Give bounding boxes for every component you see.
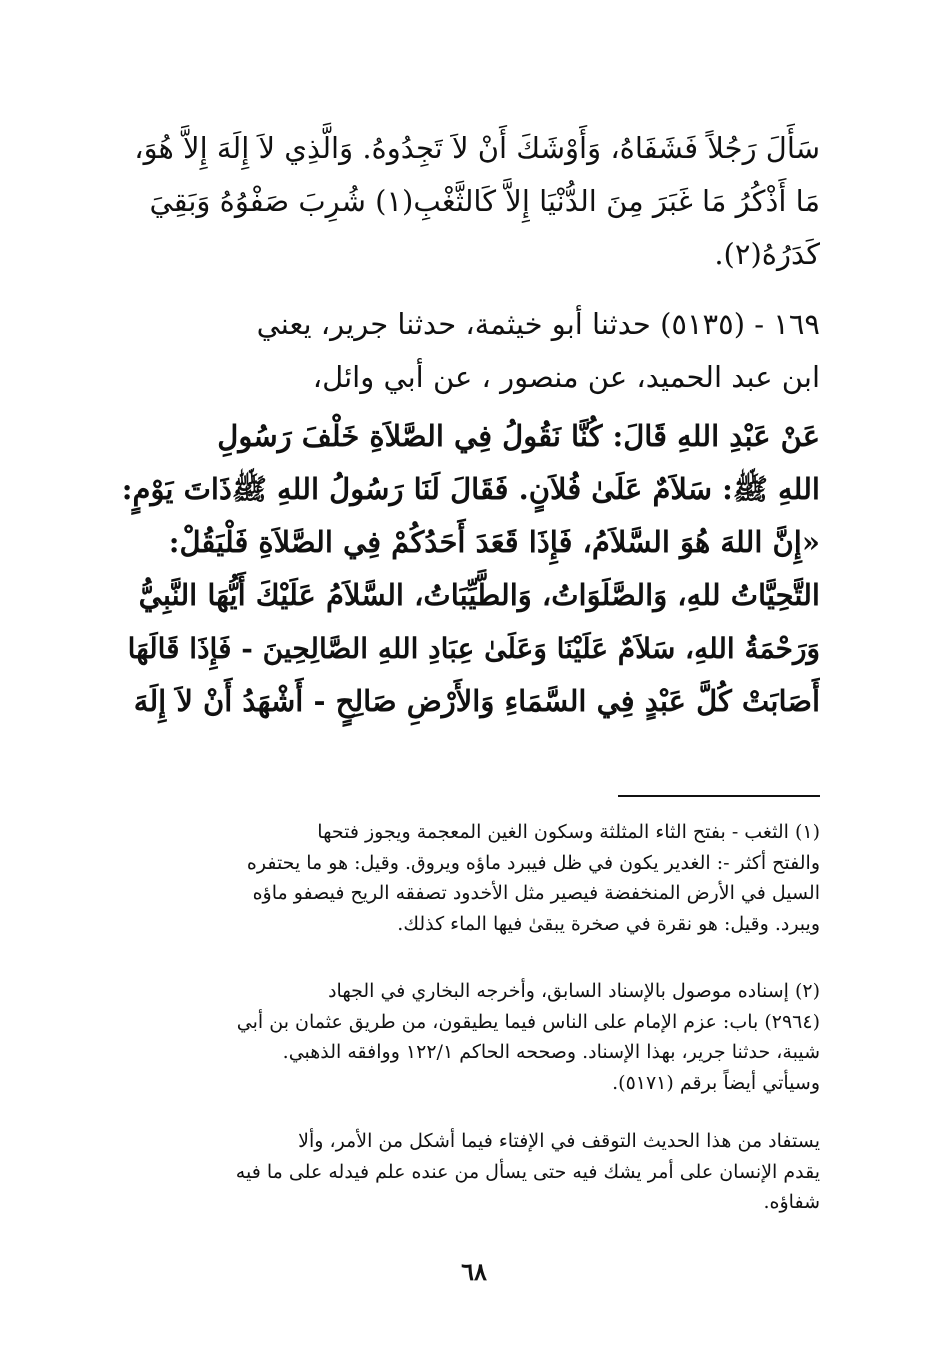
text-line: «إِنَّ اللهَ هُوَ السَّلاَمُ، فَإِذَا قَعَدَ أَحَدُكُمْ فِي الصَّلاَةِ فَلْيَقُلْ:: [168, 525, 820, 559]
footnote-line: يقدم الإنسان على أمر يشك فيه حتى يسأل من عنده علم فيدله على ما فيه: [235, 1160, 820, 1183]
text-line: أَصَابَتْ كُلَّ عَبْدٍ فِي السَّمَاءِ وَالأَرْضِ صَالِحٍ - أَشْهَدُ أَنْ لاَ إِلَهَ: [133, 684, 820, 718]
footnote-commentary: [120, 1126, 820, 1218]
footnote-divider: [618, 795, 820, 797]
text-line: ١٦٩ - (٥١٣٥) حدثنا أبو خيثمة، حدثنا جرير، يعني: [256, 307, 820, 341]
footnote-line: (١) الثغب - بفتح الثاء المثلثة وسكون الغين المعجمة ويجوز فتحها: [317, 821, 820, 843]
text-line: اللهِ ﷺ: سَلاَمٌ عَلَىٰ فُلاَنٍ. فَقَالَ لَنَا رَسُولُ اللهِ ﷺذَاتَ يَوْمٍ:: [121, 472, 820, 506]
footnote-line: والفتح أكثر -: الغدير يكون في ظل فيبرد ماؤه ويروق. وقيل: هو ما يحتفره: [246, 851, 820, 874]
hadith-text-continuation: [120, 122, 820, 281]
text-line: كَدَرُهُ(٢).: [714, 237, 820, 271]
footnote-1: [120, 817, 820, 939]
text-line: عَنْ عَبْدِ اللهِ قَالَ: كُنَّا نَقُولُ فِي الصَّلاَةِ خَلْفَ رَسُولِ: [217, 419, 820, 453]
page-number: ٦٨: [461, 1257, 487, 1286]
hadith-isnad: [120, 298, 820, 404]
text-line: سَأَلَ رَجُلاً فَشَفَاهُ، وَأَوْشَكَ أَنْ لاَ تَجِدُوهُ. وَالَّذِي لاَ إِلَهَ إِلاَّ هُوَ،: [134, 131, 820, 165]
footnote-line: شيبة، حدثنا جرير، بهذا الإسناد. وصححه الحاكم ١٢٢/١ ووافقه الذهبي.: [282, 1041, 820, 1063]
footnote-line: (٢٩٦٤) باب: عزم الإمام على الناس فيما يطيقون، من طريق عثمان بن أبي: [236, 1010, 820, 1033]
footnote-line: شفاؤه.: [763, 1191, 820, 1213]
footnote-line: ويبرد. وقيل: هو نقرة في صخرة يبقىٰ فيها الماء كذلك.: [397, 912, 820, 935]
text-line: ابن عبد الحميد، عن منصور ، عن أبي وائل،: [312, 360, 820, 394]
text-line: التَّحِيَّاتُ للهِ، وَالصَّلَوَاتُ، وَالطَّيِّبَاتُ، السَّلاَمُ عَلَيْكَ أَيُّهَا النَّبِيُّ: [138, 578, 820, 612]
footnote-2: [120, 976, 820, 1098]
text-line: وَرَحْمَةُ اللهِ، سَلاَمٌ عَلَيْنَا وَعَلَىٰ عِبَادِ اللهِ الصَّالِحِينَ - فَإِذَا قَالَهَا: [127, 632, 820, 665]
footnote-line: يستفاد من هذا الحديث التوقف في الإفتاء فيما أشكل من الأمر، وألا: [298, 1130, 820, 1152]
footnote-line: وسيأتي أيضاً برقم (٥١٧١).: [612, 1071, 820, 1094]
footnote-line: (٢) إسناده موصول بالإسناد السابق، وأخرجه البخاري في الجهاد: [328, 980, 820, 1002]
text-line: مَا أَذْكُرُ مَا غَبَرَ مِنَ الدُّنْيَا إِلاَّ كَالثَّغْبِ(١) شُرِبَ صَفْوُهُ وَبَقِيَ: [149, 184, 820, 218]
footnote-line: السيل في الأرض المنخفضة فيصير مثل الأخدود تصفقه الريح فيصفو ماؤه: [252, 882, 820, 904]
hadith-matn: [120, 410, 820, 728]
